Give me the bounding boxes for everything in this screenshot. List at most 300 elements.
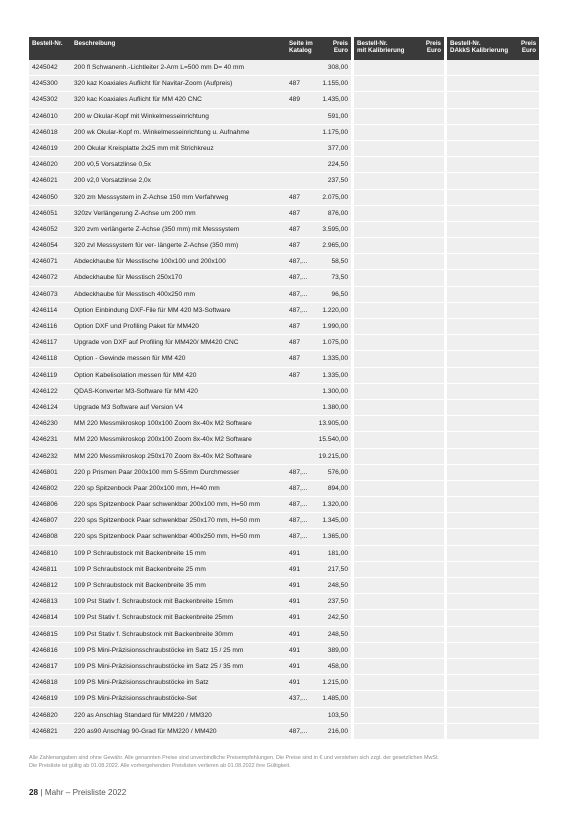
header-beschreibung: Beschreibung (71, 37, 286, 60)
cell-preis: 248,50 (327, 582, 348, 589)
row-main (29, 141, 351, 157)
cell-kalibrierung (354, 691, 444, 707)
cell-kalibrierung (354, 432, 444, 448)
cell-seite: 487 (289, 225, 301, 233)
row-main (29, 594, 351, 610)
cell-dakks (447, 287, 539, 303)
cell-bestell-nr: 4246802 (32, 484, 58, 492)
cell-beschreibung: Option Kabelisolation messen für MM 420 (74, 371, 197, 379)
cell-beschreibung: 109 P Schraubstock mit Backenbreite 15 mm (74, 549, 206, 557)
cell-beschreibung: Abdeckhaube für Messtische 100x100 und 200x100 (74, 258, 226, 266)
cell-dakks (447, 627, 539, 643)
cell-preis: 224,50 (327, 161, 348, 169)
cell-seite: 487,... (289, 484, 308, 492)
cell-dakks (447, 724, 539, 740)
cell-preis: 2.075,00 (322, 193, 348, 201)
cell-preis: 1.345,00 (322, 517, 348, 525)
row-main (29, 384, 351, 400)
cell-beschreibung: 320 zvm verlängerte Z-Achse (350 mm) mit Messsystem (74, 225, 240, 233)
cell-bestell-nr: 4246818 (32, 679, 58, 687)
cell-beschreibung: 109 PS Mini-Präzisionsschraubstöcke im Satz (74, 679, 209, 687)
row-main (29, 157, 351, 173)
cell-dakks (447, 351, 539, 367)
cell-kalibrierung (354, 206, 444, 222)
cell-kalibrierung (354, 157, 444, 173)
cell-preis: 13.905,00 (318, 420, 348, 428)
cell-beschreibung: 109 PS Mini-Präzisionsschraubstöcke-Set (74, 695, 197, 703)
table-row (29, 76, 550, 92)
cell-seite: 491 (289, 630, 301, 638)
cell-seite: 487,... (289, 468, 308, 476)
cell-kalibrierung (354, 675, 444, 691)
cell-bestell-nr: 4246073 (32, 290, 58, 298)
cell-bestell-nr: 4246117 (32, 339, 58, 347)
row-main (29, 708, 351, 724)
row-main (29, 432, 351, 448)
row-main (29, 481, 351, 497)
footnote-line: Die Preisliste ist gültig ab 01.08.2022. Alle vorhergehenden Preislisten verlieren ab 01.08.2022 ihre Gültigkeit. (29, 763, 291, 770)
cell-preis: 1.220,00 (322, 306, 348, 314)
table-row (29, 675, 550, 691)
cell-seite: 487 (289, 355, 301, 363)
table-row (29, 432, 550, 448)
cell-bestell-nr: 4246230 (32, 420, 58, 428)
row-main (29, 335, 351, 351)
row-main (29, 627, 351, 643)
cell-dakks (447, 141, 539, 157)
cell-bestell-nr: 4246808 (32, 533, 58, 541)
header-bestell-nr: Bestell-Nr. (29, 37, 71, 60)
cell-dakks (447, 335, 539, 351)
header-kal-preis: Preis Euro (415, 37, 444, 60)
cell-beschreibung: 220 as90 Anschlag 90-Grad für MM220 / MM420 (74, 727, 217, 735)
row-main (29, 643, 351, 659)
cell-dakks (447, 125, 539, 141)
cell-preis: 73,50 (331, 274, 348, 282)
cell-dakks (447, 400, 539, 416)
cell-seite (286, 384, 318, 399)
cell-beschreibung: 220 p Prismen Paar 200x100 mm 5-55mm Durchmesser (74, 468, 240, 476)
cell-bestell-nr: 4246232 (32, 452, 58, 460)
cell-preis: 1.990,00 (322, 323, 348, 330)
cell-preis: 15.540,00 (318, 436, 348, 444)
table-row (29, 92, 550, 108)
cell-kalibrierung (354, 643, 444, 659)
header-kal-nr: Bestell-Nr. mit Kalibrierung (354, 37, 415, 60)
row-main (29, 206, 351, 222)
cell-kalibrierung (354, 141, 444, 157)
cell-preis: 1.365,00 (322, 533, 348, 541)
table-row (29, 546, 550, 562)
cell-kalibrierung (354, 173, 444, 189)
cell-bestell-nr: 4246817 (32, 662, 58, 670)
row-main (29, 449, 351, 465)
cell-preis: 103,50 (327, 711, 348, 719)
row-main (29, 546, 351, 562)
table-row (29, 238, 550, 254)
cell-beschreibung: Upgrade von DXF auf Profiling für MM420/ MM420 CNC (74, 339, 239, 347)
cell-preis: 19.215,00 (318, 452, 348, 460)
cell-seite: 491 (289, 549, 301, 557)
cell-beschreibung: 109 P Schraubstock mit Backenbreite 25 mm (74, 565, 206, 573)
table-row (29, 400, 550, 416)
cell-beschreibung: Option DXF und Profiling Paket für MM420 (74, 323, 199, 330)
cell-kalibrierung (354, 529, 444, 545)
cell-kalibrierung (354, 481, 444, 497)
table-row (29, 627, 550, 643)
table-row (29, 449, 550, 465)
cell-seite (286, 708, 318, 723)
cell-kalibrierung (354, 76, 444, 92)
table-row (29, 481, 550, 497)
cell-beschreibung: 200 v2,0 Vorsatzlinse 2,0x (74, 177, 151, 185)
cell-kalibrierung (354, 303, 444, 319)
cell-bestell-nr: 4246010 (32, 112, 58, 120)
cell-seite (286, 400, 318, 415)
cell-seite: 487 (289, 371, 301, 379)
cell-seite (286, 449, 318, 464)
cell-dakks (447, 578, 539, 594)
cell-beschreibung: MM 220 Messmikroskop 250x170 Zoom 8x-40x M2 Software (74, 452, 252, 460)
row-main (29, 400, 351, 416)
cell-kalibrierung (354, 60, 444, 76)
cell-bestell-nr: 4246050 (32, 193, 58, 201)
cell-preis: 181,00 (327, 549, 348, 557)
cell-seite: 487,... (289, 533, 308, 541)
cell-preis: 1.335,00 (322, 371, 348, 379)
cell-preis: 576,00 (327, 468, 348, 476)
cell-bestell-nr: 4246815 (32, 630, 58, 638)
cell-seite: 491 (289, 646, 301, 654)
row-main (29, 270, 351, 286)
row-main (29, 190, 351, 206)
table-row (29, 708, 550, 724)
cell-seite: 487,... (289, 290, 308, 298)
cell-seite: 491 (289, 662, 301, 670)
cell-preis: 894,00 (327, 484, 348, 492)
cell-seite: 487 (289, 80, 301, 88)
cell-preis: 217,50 (327, 565, 348, 573)
table-header (29, 37, 550, 60)
table-row (29, 60, 550, 76)
cell-preis: 216,00 (327, 727, 348, 735)
cell-seite: 491 (289, 582, 301, 589)
table-row (29, 222, 550, 238)
row-main (29, 562, 351, 578)
row-main (29, 659, 351, 675)
cell-dakks (447, 497, 539, 513)
header-dakks-nr: Bestell-Nr. DAkkS Kalibrierung (447, 37, 518, 60)
table-row (29, 643, 550, 659)
cell-preis: 58,50 (331, 258, 348, 266)
cell-dakks (447, 432, 539, 448)
cell-seite: 487,... (289, 274, 308, 282)
cell-preis: 242,50 (327, 614, 348, 622)
cell-seite (286, 141, 318, 156)
cell-bestell-nr: 4245042 (32, 64, 58, 71)
cell-seite: 487,... (289, 306, 308, 314)
cell-bestell-nr: 4246801 (32, 468, 58, 476)
cell-preis: 377,00 (327, 144, 348, 152)
cell-seite: 487 (289, 193, 301, 201)
cell-kalibrierung (354, 125, 444, 141)
cell-kalibrierung (354, 513, 444, 529)
cell-dakks (447, 384, 539, 400)
cell-seite: 487,... (289, 501, 308, 509)
table-row (29, 190, 550, 206)
cell-beschreibung: MM 220 Messmikroskop 100x100 Zoom 8x-40x M2 Software (74, 420, 252, 428)
table-row (29, 562, 550, 578)
cell-bestell-nr: 4246118 (32, 355, 58, 363)
cell-kalibrierung (354, 416, 444, 432)
row-main (29, 125, 351, 141)
cell-dakks (447, 92, 539, 108)
cell-bestell-nr: 4246813 (32, 598, 58, 606)
cell-seite: 491 (289, 614, 301, 622)
table-row (29, 368, 550, 384)
cell-beschreibung: 220 as Anschlag Standard für MM220 / MM320 (74, 711, 212, 719)
cell-kalibrierung (354, 594, 444, 610)
cell-kalibrierung (354, 578, 444, 594)
cell-beschreibung: 220 sp Spitzenbock Paar 200x100 mm, H=40 mm (74, 484, 220, 492)
cell-dakks (447, 416, 539, 432)
cell-beschreibung: 320 zvl Messsystem für ver- längerte Z-Achse (350 mm) (74, 242, 239, 250)
row-main (29, 675, 351, 691)
row-main (29, 465, 351, 481)
cell-dakks (447, 60, 539, 76)
cell-kalibrierung (354, 546, 444, 562)
cell-kalibrierung (354, 190, 444, 206)
cell-bestell-nr: 4246114 (32, 306, 58, 314)
cell-dakks (447, 481, 539, 497)
table-row (29, 384, 550, 400)
cell-bestell-nr: 4246051 (32, 209, 58, 217)
cell-beschreibung: 200 wk Okular-Kopf m. Winkelmesseinrichtung u. Aufnahme (74, 128, 250, 136)
cell-kalibrierung (354, 270, 444, 286)
cell-beschreibung: 200 fl Schwanenh.-Lichtleiter 2-Arm L=500 mm D= 40 mm (74, 64, 245, 71)
row-main (29, 287, 351, 303)
cell-beschreibung: 109 PS Mini-Präzisionsschraubstöcke im Satz 15 / 25 mm (74, 646, 244, 654)
cell-preis: 1.335,00 (322, 355, 348, 363)
row-main (29, 724, 351, 740)
cell-beschreibung: 109 Pst Stativ f. Schraubstock mit Backenbreite 25mm (74, 614, 234, 622)
table-row (29, 141, 550, 157)
table-row (29, 125, 550, 141)
row-main (29, 610, 351, 626)
cell-kalibrierung (354, 92, 444, 108)
cell-seite: 487 (289, 209, 301, 217)
cell-dakks (447, 319, 539, 335)
cell-bestell-nr: 4246806 (32, 501, 58, 509)
cell-dakks (447, 206, 539, 222)
cell-seite: 491 (289, 679, 301, 687)
cell-dakks (447, 691, 539, 707)
footnote (29, 754, 554, 771)
cell-bestell-nr: 4246116 (32, 323, 58, 330)
cell-seite (286, 432, 318, 447)
table-row (29, 529, 550, 545)
table-row (29, 594, 550, 610)
row-main (29, 319, 351, 335)
cell-seite (286, 157, 318, 172)
cell-beschreibung: 220 sps Spitzenbock Paar schwenkbar 400x250 mm, H=50 mm (74, 533, 260, 541)
cell-dakks (447, 270, 539, 286)
cell-bestell-nr: 4246811 (32, 565, 58, 573)
row-main (29, 513, 351, 529)
cell-bestell-nr: 4246119 (32, 371, 58, 379)
table-row (29, 109, 550, 125)
cell-bestell-nr: 4246810 (32, 549, 58, 557)
row-main (29, 254, 351, 270)
cell-bestell-nr: 4246816 (32, 646, 58, 654)
cell-preis: 237,50 (327, 177, 348, 185)
cell-preis: 308,00 (327, 64, 348, 71)
cell-dakks (447, 190, 539, 206)
page-number: 28 (29, 788, 39, 797)
row-main (29, 60, 351, 76)
cell-bestell-nr: 4246122 (32, 387, 58, 395)
cell-beschreibung: 220 sps Spitzenbock Paar schwenkbar 200x100 mm, H=50 mm (74, 501, 260, 509)
cell-seite: 487,... (289, 727, 308, 735)
cell-beschreibung: 109 Pst Stativ f. Schraubstock mit Backenbreite 15mm (74, 598, 234, 606)
cell-preis: 3.595,00 (322, 225, 348, 233)
cell-dakks (447, 675, 539, 691)
cell-beschreibung: 109 P Schraubstock mit Backenbreite 35 mm (74, 582, 206, 589)
cell-dakks (447, 562, 539, 578)
table-row (29, 335, 550, 351)
row-main (29, 578, 351, 594)
cell-dakks (447, 708, 539, 724)
cell-kalibrierung (354, 562, 444, 578)
cell-preis: 1.320,00 (322, 501, 348, 509)
cell-seite: 487,... (289, 517, 308, 525)
cell-bestell-nr: 4246021 (32, 177, 58, 185)
cell-beschreibung: 200 v0,5 Vorsatzlinse 0,5x (74, 161, 151, 169)
cell-seite: 487,... (289, 258, 308, 266)
cell-kalibrierung (354, 400, 444, 416)
table-row (29, 254, 550, 270)
cell-bestell-nr: 4246019 (32, 144, 58, 152)
cell-seite: 487 (289, 339, 301, 347)
table-row (29, 319, 550, 335)
cell-preis: 96,50 (331, 290, 348, 298)
table-row (29, 659, 550, 675)
cell-preis: 458,00 (327, 662, 348, 670)
cell-kalibrierung (354, 708, 444, 724)
cell-beschreibung: Abdeckhaube für Messtisch 400x250 mm (74, 290, 195, 298)
header-dakks-preis: Preis Euro (518, 37, 539, 60)
row-main (29, 173, 351, 189)
cell-dakks (447, 303, 539, 319)
table-row (29, 465, 550, 481)
cell-bestell-nr: 4246054 (32, 242, 58, 250)
cell-bestell-nr: 4246821 (32, 727, 58, 735)
cell-dakks (447, 368, 539, 384)
cell-seite: 487 (289, 242, 301, 250)
cell-beschreibung: 200 Okular Kreisplatte 2x25 mm mit Strichkreuz (74, 144, 214, 152)
cell-preis: 248,50 (327, 630, 348, 638)
cell-dakks (447, 659, 539, 675)
cell-seite (286, 416, 318, 431)
cell-seite: 491 (289, 565, 301, 573)
cell-beschreibung: 109 Pst Stativ f. Schraubstock mit Backenbreite 30mm (74, 630, 234, 638)
cell-beschreibung: 109 PS Mini-Präzisionsschraubstöcke im Satz 25 / 35 mm (74, 662, 244, 670)
table-body (29, 60, 550, 740)
cell-kalibrierung (354, 238, 444, 254)
cell-dakks (447, 157, 539, 173)
cell-kalibrierung (354, 384, 444, 400)
cell-dakks (447, 76, 539, 92)
cell-preis: 1.215,00 (322, 679, 348, 687)
cell-dakks (447, 449, 539, 465)
cell-bestell-nr: 4245300 (32, 80, 58, 88)
cell-kalibrierung (354, 724, 444, 740)
cell-preis: 237,50 (327, 598, 348, 606)
cell-kalibrierung (354, 109, 444, 125)
cell-preis: 591,00 (327, 112, 348, 120)
row-main (29, 351, 351, 367)
cell-beschreibung: 320 zm Messsystem in Z-Achse 150 mm Verfahrweg (74, 193, 229, 201)
cell-kalibrierung (354, 368, 444, 384)
row-main (29, 303, 351, 319)
document-title: Mahr – Preisliste 2022 (44, 788, 127, 797)
cell-seite: 487 (289, 323, 301, 330)
cell-seite (286, 173, 318, 188)
cell-bestell-nr: 4245302 (32, 96, 58, 104)
cell-seite: 491 (289, 598, 301, 606)
row-main (29, 529, 351, 545)
cell-seite (286, 60, 318, 75)
cell-dakks (447, 254, 539, 270)
row-main (29, 92, 351, 108)
row-main (29, 416, 351, 432)
header-preis: Preis Euro (318, 37, 351, 60)
cell-bestell-nr: 4246020 (32, 161, 58, 169)
table-row (29, 497, 550, 513)
cell-seite: 437,... (289, 695, 308, 703)
cell-bestell-nr: 4246807 (32, 517, 58, 525)
cell-dakks (447, 610, 539, 626)
cell-kalibrierung (354, 627, 444, 643)
cell-beschreibung: Upgrade M3 Software auf Version V4 (74, 403, 183, 411)
cell-preis: 1.300,00 (322, 387, 348, 395)
cell-preis: 1.380,00 (322, 403, 348, 411)
cell-bestell-nr: 4246814 (32, 614, 58, 622)
table-row (29, 416, 550, 432)
cell-beschreibung: 200 w Okular-Kopf mit Winkelmesseinrichtung (74, 112, 209, 120)
cell-dakks (447, 643, 539, 659)
cell-beschreibung: Option Einbindung DXF-File für MM 420 M3-Software (74, 306, 231, 314)
cell-preis: 1.155,00 (322, 80, 348, 88)
cell-beschreibung: QDAS-Konverter M3-Software für MM 420 (74, 387, 198, 395)
cell-bestell-nr: 4246124 (32, 403, 58, 411)
cell-bestell-nr: 4246819 (32, 695, 58, 703)
cell-preis: 1.435,00 (322, 96, 348, 104)
cell-beschreibung: 320 kaz Koaxiales Auflicht für Navitar-Zoom (Aufpreis) (74, 80, 233, 88)
header-seite: Seite im Katalog (286, 37, 318, 60)
table-row (29, 578, 550, 594)
price-table (29, 37, 550, 740)
cell-kalibrierung (354, 335, 444, 351)
cell-dakks (447, 222, 539, 238)
cell-kalibrierung (354, 254, 444, 270)
cell-beschreibung: 320 kac Koaxiales Auflicht für MM 420 CNC (74, 96, 202, 104)
cell-dakks (447, 529, 539, 545)
cell-kalibrierung (354, 497, 444, 513)
table-row (29, 287, 550, 303)
cell-dakks (447, 513, 539, 529)
row-main (29, 238, 351, 254)
